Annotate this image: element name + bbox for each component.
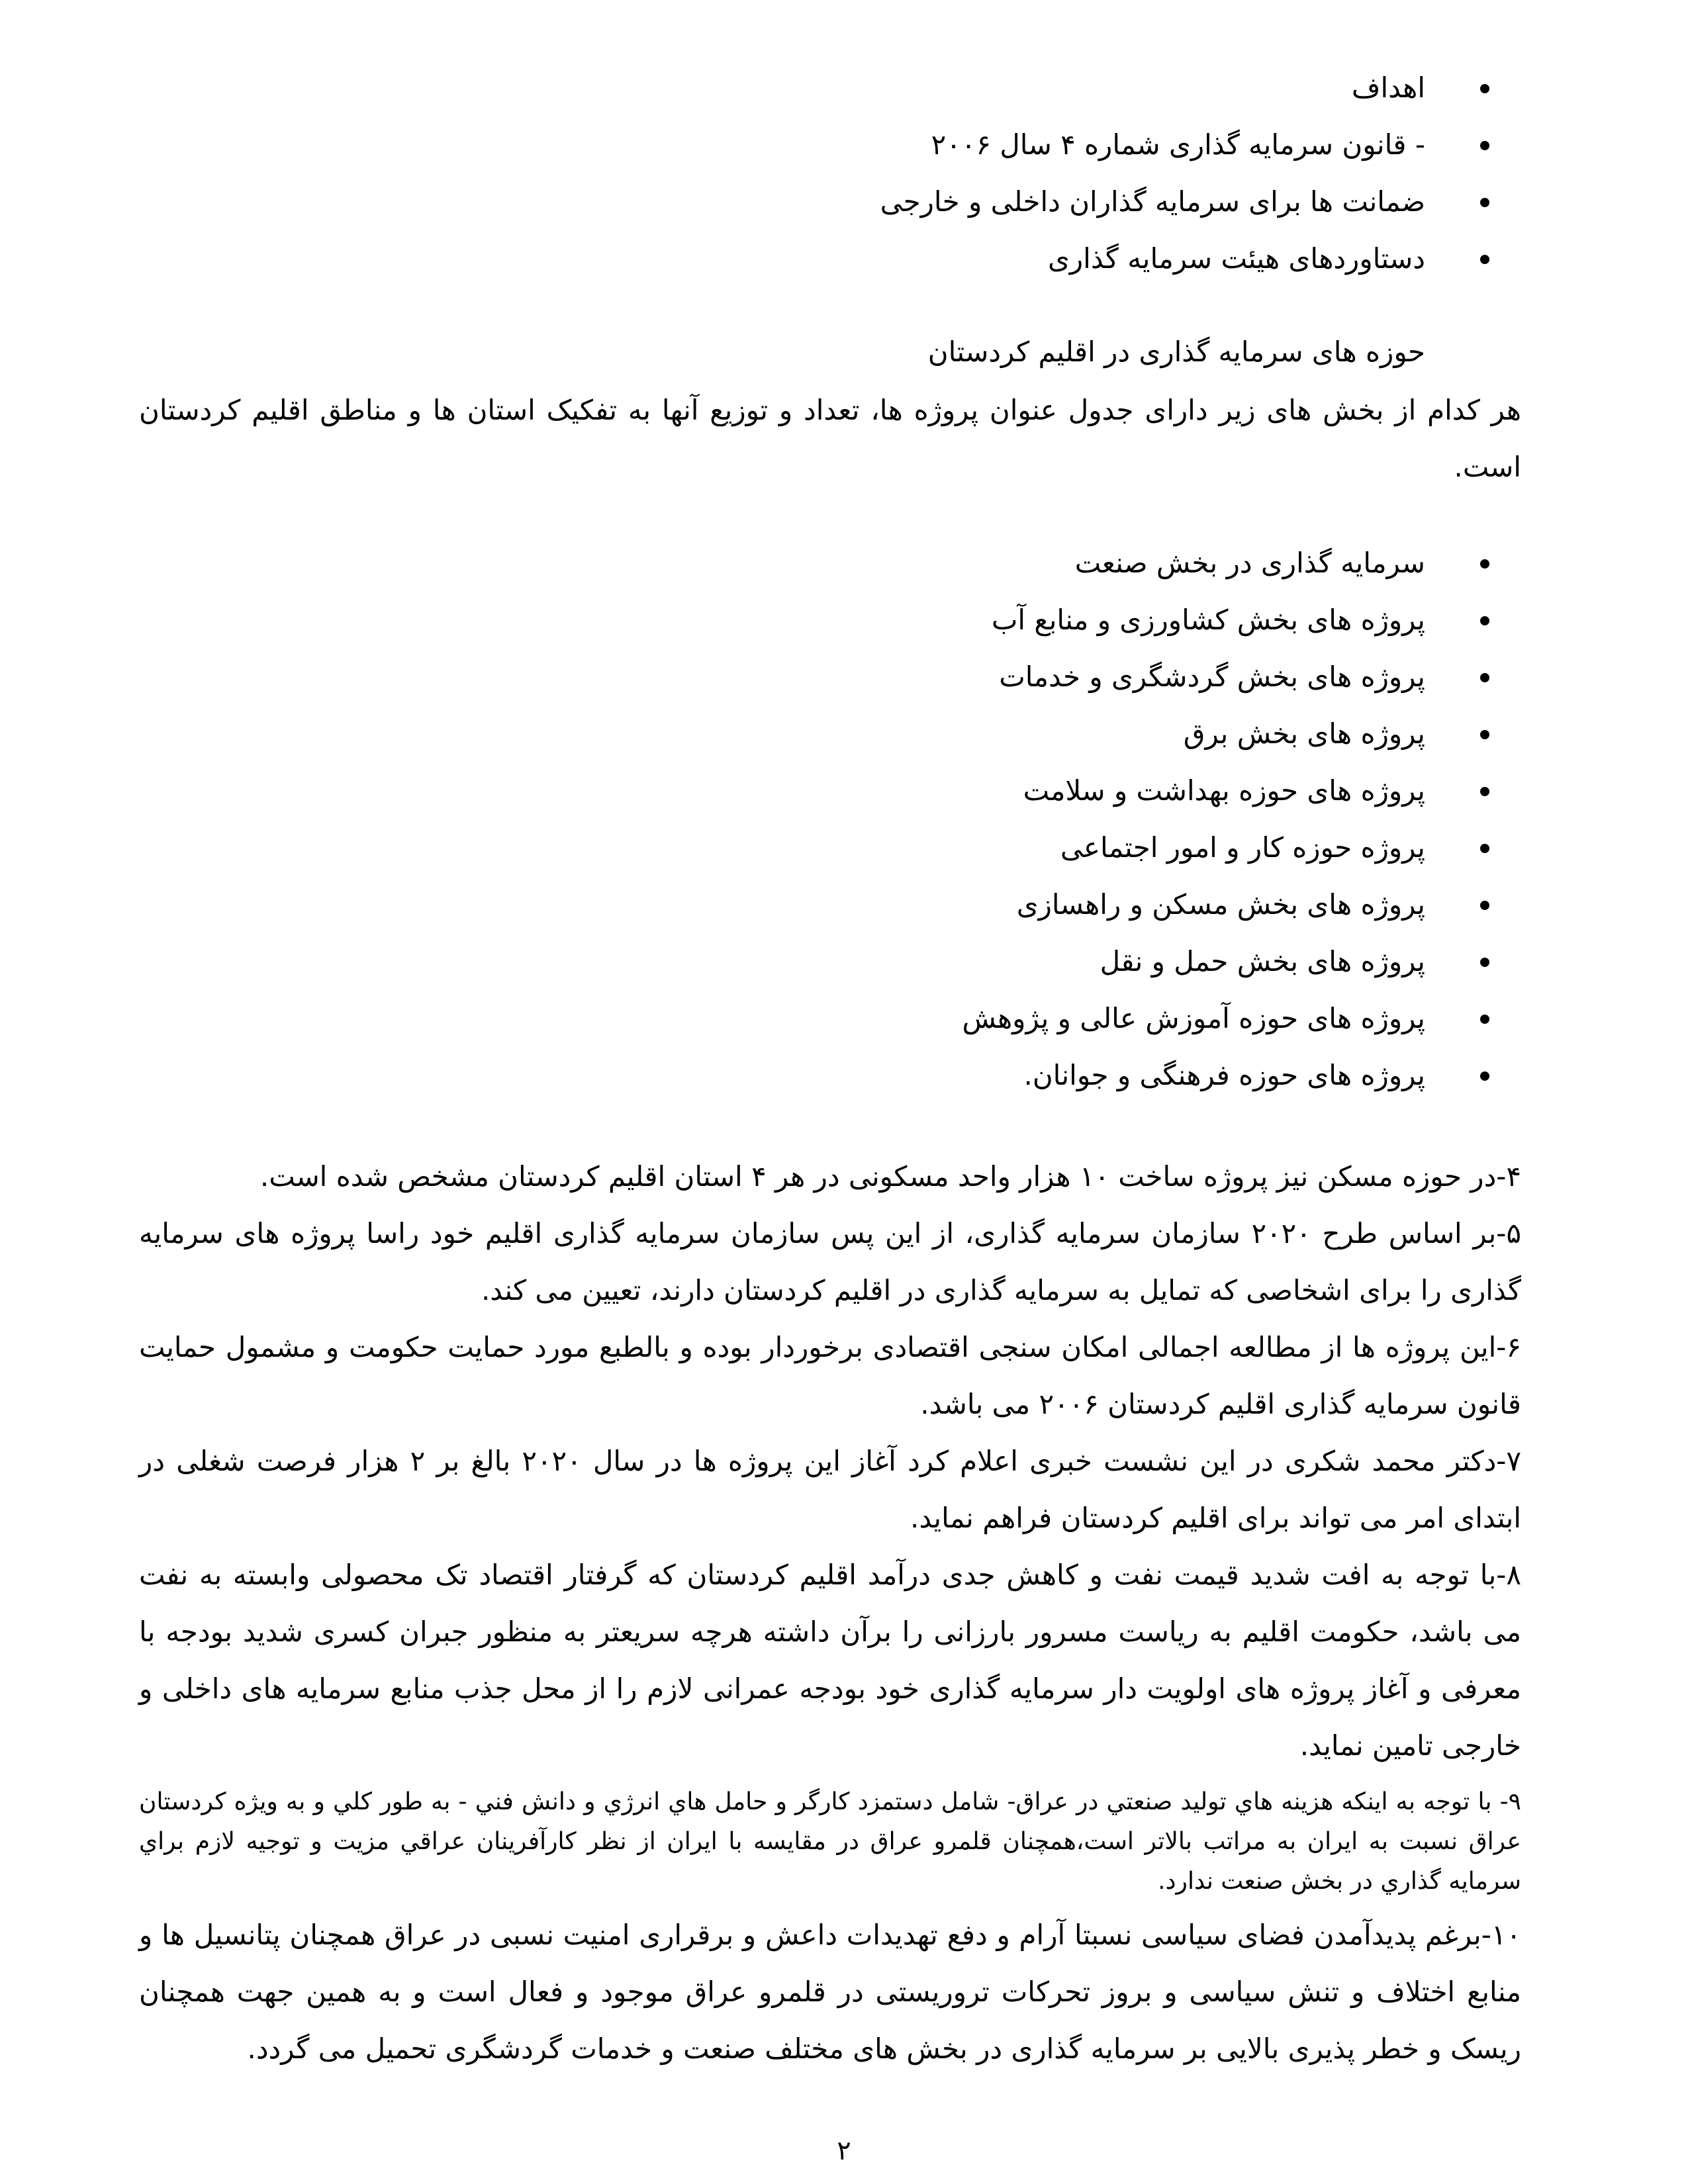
paragraph-7: ۷-دکتر محمد شکری در این نشست خبری اعلام کرد آغاز این پروژه ها در سال ۲۰۲۰ بالغ بر ۲ هزار فرصت شغلی در ابتدای امر می تواند برای اقلیم کردستان فراهم نماید. — [139, 1445, 1521, 1534]
top-bullet-list — [139, 60, 1521, 287]
list-item: پروژه های حوزه آموزش عالی و پژوهش — [139, 990, 1521, 1047]
bullet-icon — [1480, 84, 1489, 93]
list-item: - قانون سرمایه گذاری شماره ۴ سال ۲۰۰۶ — [139, 116, 1521, 173]
paragraph-6: ۶-این پروژه ها از مطالعه اجمالی امکان سنجی اقتصادی برخوردار بوده و بالطبع مورد حمایت حکومت و مشمول حمایت قانون سرمایه گذاری اقلیم کردستان ۲۰۰۶ می باشد. — [139, 1331, 1521, 1420]
list-item: پروژه حوزه کار و امور اجتماعی — [139, 819, 1521, 876]
bullet-icon — [1480, 901, 1489, 910]
list-item: پروژه های بخش حمل و نقل — [139, 933, 1521, 990]
paragraph-4: ۴-در حوزه مسکن نیز پروژه ساخت ۱۰ هزار واحد مسکونی در هر ۴ استان اقلیم کردستان مشخص شده است. — [259, 1160, 1521, 1193]
section-heading: حوزه های سرمایه گذاری در اقلیم کردستان — [927, 336, 1425, 368]
bullet-icon — [1480, 1015, 1489, 1024]
intro-paragraph: هر کدام از بخش های زیر دارای جدول عنوان پروژه ها، تعداد و توزیع آنها به تفکیک استان ها و مناطق اقلیم کردستان است. — [139, 394, 1521, 483]
list-item: سرمایه گذاری در بخش صنعت — [139, 535, 1521, 592]
list-item: پروژه های حوزه فرهنگی و جوانان. — [139, 1047, 1521, 1104]
bullet-icon — [1480, 787, 1489, 796]
list-item: پروژه های بخش گردشگری و خدمات — [139, 649, 1521, 705]
bullet-icon — [1480, 141, 1489, 150]
bullet-icon — [1480, 844, 1489, 853]
bullet-icon — [1480, 198, 1489, 207]
paragraph-8: ۸-با توجه به افت شدید قیمت نفت و کاهش جدی درآمد اقلیم کردستان که گرفتار اقتصاد تک محصولی وابسته به نفت می باشد، حکومت اقلیم به ریاست مسرور بارزانی را برآن داشته هرچه سریعتر به منظور جبران کسری شدید بودجه با معرفی و آغاز پروژه های اولویت دار سرمایه گذاری خود بودجه عمرانی لازم را از محل جذب منابع سرمایه های داخلی و خارجی تامین نماید. — [139, 1559, 1521, 1762]
bullet-icon — [1480, 958, 1489, 967]
bullet-icon — [1480, 559, 1489, 569]
bullet-icon — [1480, 616, 1489, 625]
list-item: اهداف — [139, 60, 1521, 116]
bullet-icon — [1480, 1071, 1489, 1081]
list-item: پروژه های بخش کشاورزی و منابع آب — [139, 592, 1521, 649]
list-item: پروژه های بخش مسکن و راهسازی — [139, 876, 1521, 933]
sector-bullet-list — [139, 535, 1521, 1104]
list-item: دستاوردهای هیئت سرمایه گذاری — [139, 230, 1521, 287]
bullet-icon — [1480, 730, 1489, 739]
list-item: پروژه های بخش برق — [139, 705, 1521, 762]
paragraph-5: ۵-بر اساس طرح ۲۰۲۰ سازمان سرمایه گذاری، از این پس سازمان سرمایه گذاری اقلیم خود راسا پروژه های سرمایه گذاری را برای اشخاصی که تمایل به سرمایه گذاری در اقلیم کردستان دارند، تعیین می کند. — [139, 1217, 1521, 1306]
page-number: ۲ — [837, 2136, 851, 2166]
numbered-paragraphs — [139, 1148, 1521, 2077]
list-item: ضمانت ها برای سرمایه گذاران داخلی و خارجی — [139, 173, 1521, 230]
bullet-icon — [1480, 673, 1489, 682]
paragraph-10: ۱۰-برغم پدیدآمدن فضای سیاسی نسبتا آرام و دفع تهدیدات داعش و برقراری امنیت نسبی در عراق همچنان پتانسیل ها و منابع اختلاف و تنش سیاسی و بروز تحرکات تروریستی در قلمرو عراق موجود و فعال است و به همین جهت همچنان ریسک و خطر پذیری بالایی بر سرمایه گذاری در بخش های مختلف صنعت و خدمات گردشگری تحمیل می گردد. — [139, 1919, 1521, 2065]
paragraph-9: ۹- با توجه به اینکه هزینه هاي توليد صنعتي در عراق- شامل دستمزد کارگر و حامل هاي انرژي و دانش فني - به طور كلي و به ويژه كردستان عراق نسبت به ايران به مراتب بالاتر است،همچنان قلمرو عراق در مقايسه با ايران از نظر كارآفرينان عراقي مزيت و توجيه لازم براي سرمايه گذاري در بخش صنعت ندارد. — [139, 1788, 1521, 1895]
bullet-icon — [1480, 255, 1489, 264]
list-item: پروژه های حوزه بهداشت و سلامت — [139, 762, 1521, 819]
